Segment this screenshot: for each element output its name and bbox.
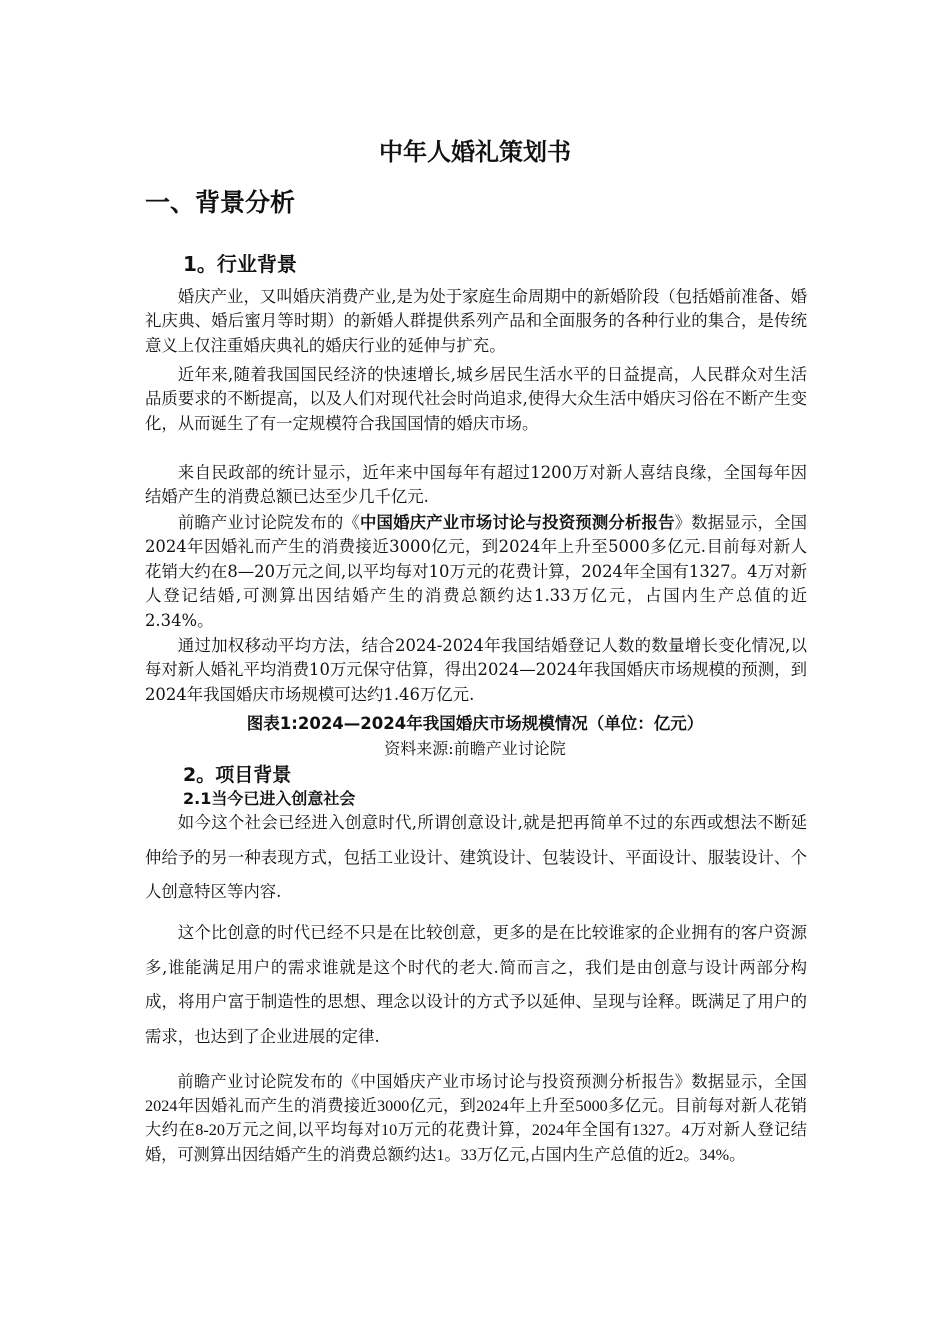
report-suffix: 》数据显示，全国2024年因婚礼而产生的消费接近3000亿元，到2024年上升至5000多亿元.目前每对新人花销大约在8—20万元之间,以平均每对10万元的花费计算，2024年全国有1327。4万对新人登记结婚,可测算出因结婚产生的消费总额约达1.33万亿元，占国内生产总值的近2.34%。	[145, 513, 807, 630]
subheading-creative-society: 2.1当今已进入创意社会	[183, 789, 356, 808]
paragraph-report-data	[145, 511, 807, 633]
paragraph-creative-era: 这个比创意的时代已经不只是在比较创意，更多的是在比较谁家的企业拥有的客户资源多,谁能满足用户的需求谁就是这个时代的老大.简而言之，我们是由创意与设计两部分构成，将用户富于制造性的思想、理念以设计的方式予以延伸、呈现与诠释。既满足了用户的需求，也达到了企业进展的定律.	[145, 923, 807, 1046]
figure-source: 资料来源:前瞻产业讨论院	[384, 739, 566, 758]
document-title: 中年人婚礼策划书	[379, 138, 571, 166]
paragraph-creative-design: 如今这个社会已经进入创意时代,所谓创意设计,就是把再简单不过的东西或想法不断延伸给予的另一种表现方式，包括工业设计、建筑设计、包装设计、平面设计、服装设计、个人创意特区等内容.	[145, 813, 807, 902]
paragraph-industry-definition: 婚庆产业，又叫婚庆消费产业,是为处于家庭生命周期中的新婚阶段（包括婚前准备、婚礼庆典、婚后蜜月等时期）的新婚人群提供系列产品和全面服务的各种行业的集合，是传统意义上仅注重婚庆典礼的婚庆行业的延伸与扩充。	[145, 287, 807, 355]
paragraph-ministry-statistics: 来自民政部的统计显示，近年来中国每年有超过1200万对新人喜结良缘，全国每年因结婚产生的消费总额已达至少几千亿元.	[145, 463, 807, 507]
report-prefix: 前瞻产业讨论院发布的《	[177, 513, 360, 532]
figure-caption: 图表1:2024—2024年我国婚庆市场规模情况（单位：亿元）	[246, 714, 704, 733]
subheading-project-background: 2。项目背景	[183, 764, 292, 786]
subheading-industry-background: 1。行业背景	[183, 252, 297, 276]
paragraph-market-growth: 近年来,随着我国国民经济的快速增长,城乡居民生活水平的日益提高，人民群众对生活品质要求的不断提高，以及人们对现代社会时尚追求,使得大众生活中婚庆习俗在不断产生变化，从而诞生了有一定规模符合我国国情的婚庆市场。	[145, 365, 807, 433]
paragraph-market-forecast: 通过加权移动平均方法，结合2024-2024年我国结婚登记人数的数量增长变化情况,以每对新人婚礼平均消费10万元保守估算，得出2024—2024年我国婚庆市场规模的预测，到2024年我国婚庆市场规模可达约1.46万亿元.	[145, 636, 807, 704]
paragraph-report-data-repeat: 前瞻产业讨论院发布的《中国婚庆产业市场讨论与投资预测分析报告》数据显示，全国2024年因婚礼而产生的消费接近3000亿元，到2024年上升至5000多亿元。目前每对新人花销大约在8-20万元之间,以平均每对10万元的花费计算，2024年全国有1327。4万对新人登记结婚，可测算出因结婚产生的消费总额约达1。33万亿元,占国内生产总值的近2。34%。	[145, 1073, 807, 1164]
section-heading-background: 一、背景分析	[145, 188, 296, 217]
report-title: 中国婚庆产业市场讨论与投资预测分析报告	[359, 513, 675, 532]
